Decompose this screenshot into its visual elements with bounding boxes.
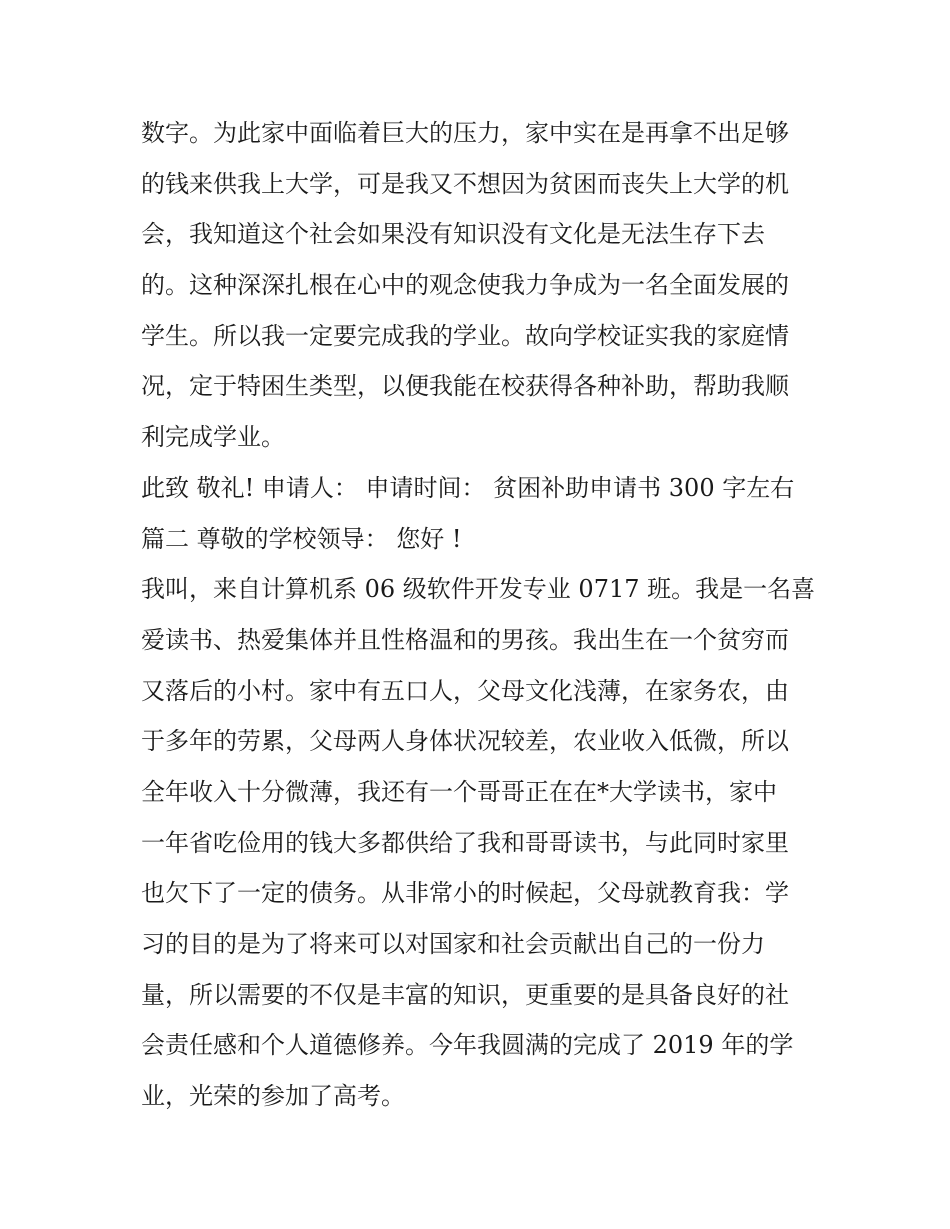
document-body	[141, 108, 821, 1122]
text-line: 会责任感和个人道德修养。今年我圆满的完成了 2019 年的学	[141, 1031, 794, 1060]
text-line: 的。这种深深扎根在心中的观念使我力争成为一名全面发展的	[141, 271, 789, 300]
text-line: 况，定于特困生类型，以便我能在校获得各种补助，帮助我顺	[141, 372, 789, 401]
text-line: 也欠下了一定的债务。从非常小的时候起，父母就教育我：学	[141, 879, 789, 908]
text-line: 爱读书、热爱集体并且性格温和的男孩。我出生在一个贫穷而	[141, 625, 789, 654]
text-line: 量，所以需要的不仅是丰富的知识，更重要的是具备良好的社	[141, 980, 789, 1009]
text-line: 我叫，来自计算机系 06 级软件开发专业 0717 班。我是一名喜	[141, 575, 816, 604]
text-line: 业，光荣的参加了高考。	[141, 1082, 405, 1111]
text-line: 于多年的劳累，父母两人身体状况较差，农业收入低微，所以	[141, 727, 789, 756]
text-line: 又落后的小村。家中有五口人，父母文化浅薄，在家务农，由	[141, 676, 789, 705]
text-line: 数字。为此家中面临着巨大的压力，家中实在是再拿不出足够	[141, 119, 789, 147]
section-heading: 篇二 尊敬的学校领导： 您好 !	[141, 524, 462, 553]
text-line: 的钱来供我上大学，可是我又不想因为贫困而丧失上大学的机	[141, 169, 789, 198]
text-line: 利完成学业。	[141, 423, 285, 452]
text-line: 习的目的是为了将来可以对国家和社会贡献出自己的一份力	[141, 930, 765, 958]
closing-line: 此致 敬礼! 申请人： 申请时间： 贫困补助申请书 300 字左右	[141, 473, 795, 502]
text-line: 一年省吃俭用的钱大多都供给了我和哥哥读书，与此同时家里	[141, 828, 789, 857]
text-line: 学生。所以我一定要完成我的学业。故向学校证实我的家庭情	[141, 321, 789, 350]
text-line: 会，我知道这个社会如果没有知识没有文化是无法生存下去	[141, 220, 765, 249]
text-line: 全年收入十分微薄，我还有一个哥哥正在在*大学读书，家中	[141, 777, 777, 806]
